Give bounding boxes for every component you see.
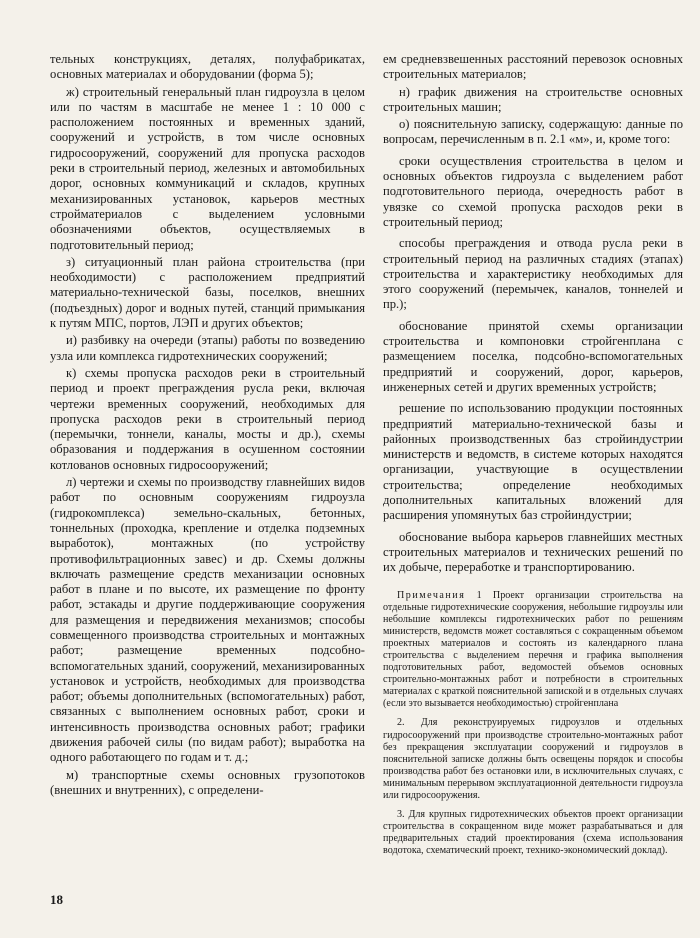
- paragraph-k: к) схемы пропуска расходов реки в строительный период и проект преграждения русла реки, включая чертежи временных сооружений, необходимых для пропуска расходов реки в строительный период (перемычки, тоннели, каналы, мосты и др.), схемы образования и поддержания в осушенном состоянии котлованов основных гидросооружений;: [50, 365, 365, 472]
- page-number: 18: [50, 892, 63, 907]
- paragraph-n: н) график движения на строительстве основных строительных машин;: [383, 84, 683, 114]
- notes-heading: Примечания: [397, 589, 466, 601]
- paragraph-zh: ж) строительный генеральный план гидроузла в целом или по частям в масштабе не менее 1 : 10 000 с расположением постоянных и временных зданий, сооружений и устройств, в том числе основных гидросооружений, сооружений для пропуска расходов реки в строительный период, железных и автомобильных дорог, основных коммуникаций и складов, крупных механизированных установок, карьеров местных стройматериалов с выделением условными обозначениями объектов, осуществляемых в подготовительный период;: [50, 84, 365, 252]
- right-column: [383, 52, 683, 864]
- left-column: [50, 52, 365, 800]
- paragraph-o-quarries: обоснование выбора карьеров главнейших местных строительных материалов и технических решений по их добыче, переработке и транспортированию.: [383, 529, 683, 575]
- note-2: 2. Для реконструируемых гидроузлов и отдельных гидросооружений при производстве строительно-монтажных работ без прекращения эксплуатации сооружений и гидроузлов в пояснительной записке должны быть освещены порядок и способы производства работ без остановки или, в исключительных случаях, с минимальным перерывом эксплуатационной деятельности гидроузла или гидросооружения.: [383, 717, 683, 801]
- notes-section: [383, 590, 683, 858]
- paragraph-o-deadlines: сроки осуществления строительства в целом и основных объектов гидроузла с выделением работ подготовительного периода, очередность работ в увязке со схемой пропуска расходов реки в строительный период;: [383, 153, 683, 229]
- paragraph-f-continuation: тельных конструкциях, деталях, полуфабрикатах, основных материалах и оборудовании (форма 5);: [50, 52, 365, 82]
- paragraph-m: м) транспортные схемы основных грузопотоков (внешних и внутренних), с определени-: [50, 767, 365, 797]
- paragraph-z: з) ситуационный план района строительства (при необходимости) с расположением предприятий материально-технической базы, поселков, внешних (подъездных) дорог и водных путей, станций примыкания к путям МПС, портов, ЛЭП и других объектов;: [50, 254, 365, 331]
- note-1-text: 1 Проект организации строительства на отдельные гидротехнические сооружения, небольшие гидроузлы или небольшие комплексы гидротехнических работ по решениям министерств, ведомств может составляться с сокращенным объемом проектных материалов и состоять из календарного плана строительства с выделением перечня и графика выполнения подготовительных работ, ведомостей объемов основных строительно-монтажных работ и потребности в строительных материалах с краткой пояснительной запиской и в отдельных случаях (если это вызывается необходимостью) стройгенплана: [383, 589, 683, 710]
- paragraph-o: о) пояснительную записку, содержащую: данные по вопросам, перечисленным в п. 2.1 «м», и, кроме того:: [383, 117, 683, 147]
- paragraph-m-continuation: ем средневзвешенных расстояний перевозок основных строительных материалов;: [383, 52, 683, 82]
- paragraph-i: и) разбивку на очереди (этапы) работы по возведению узла или комплекса гидротехнических сооружений;: [50, 333, 365, 363]
- note-1: [383, 590, 683, 711]
- paragraph-o-production: решение по использованию продукции постоянных предприятий материально-технической базы и районных производственных баз стройиндустрии министерств и ведомств, в системе которых находятся организации, участвующие в осуществлении строительства; определение необходимых дополнительных капитальных вложений для расширения упомянутых баз стройиндустрии;: [383, 401, 683, 523]
- paragraph-o-justification: обоснование принятой схемы организации строительства и компоновки стройгенплана с размещением поселка, подсобно-вспомогательных предприятий и сооружений, дорог, карьеров, инженерных сетей и других временных устройств;: [383, 318, 683, 394]
- note-3: 3. Для крупных гидротехнических объектов проект организации строительства в сокращенном виде может разрабатываться и для предварительных стадий проектирования (схема использования водотока, схематический проект, технико-экономический доклад).: [383, 809, 683, 857]
- paragraph-l: л) чертежи и схемы по производству главнейших видов работ по основным сооружениям гидроузла (гидрокомплекса) земельно-скальных, бетонных, тоннельных (проходка, крепление и отделка подземных выработок), монтажных (по устройству противофильтрационных завес) и др. Схемы должны включать размещение средств механизации основных работ в плане и по высоте, их размещение по фронту работ, эстакады и другие поддерживающие сооружения для размещения и передвижения механизмов; способы совмещенного производства строительных и монтажных работ; размещение временных подсобно-вспомогательных зданий, сооружений, механизированных установок и устройств, необходимых для производства работ; объемы дополнительных (вспомогательных) работ, связанных с выполнением основных работ, сроки и интенсивность производства основных работ; графики движения рабочей силы (по видам работ); выработка на одного работающего по годам и т. д.;: [50, 475, 365, 765]
- paragraph-o-diversion: способы преграждения и отвода русла реки в строительный период на различных стадиях (этапах) строительства и характеристику необходимых для этого сооружений (перемычек, каналов, тоннелей и пр.);: [383, 236, 683, 312]
